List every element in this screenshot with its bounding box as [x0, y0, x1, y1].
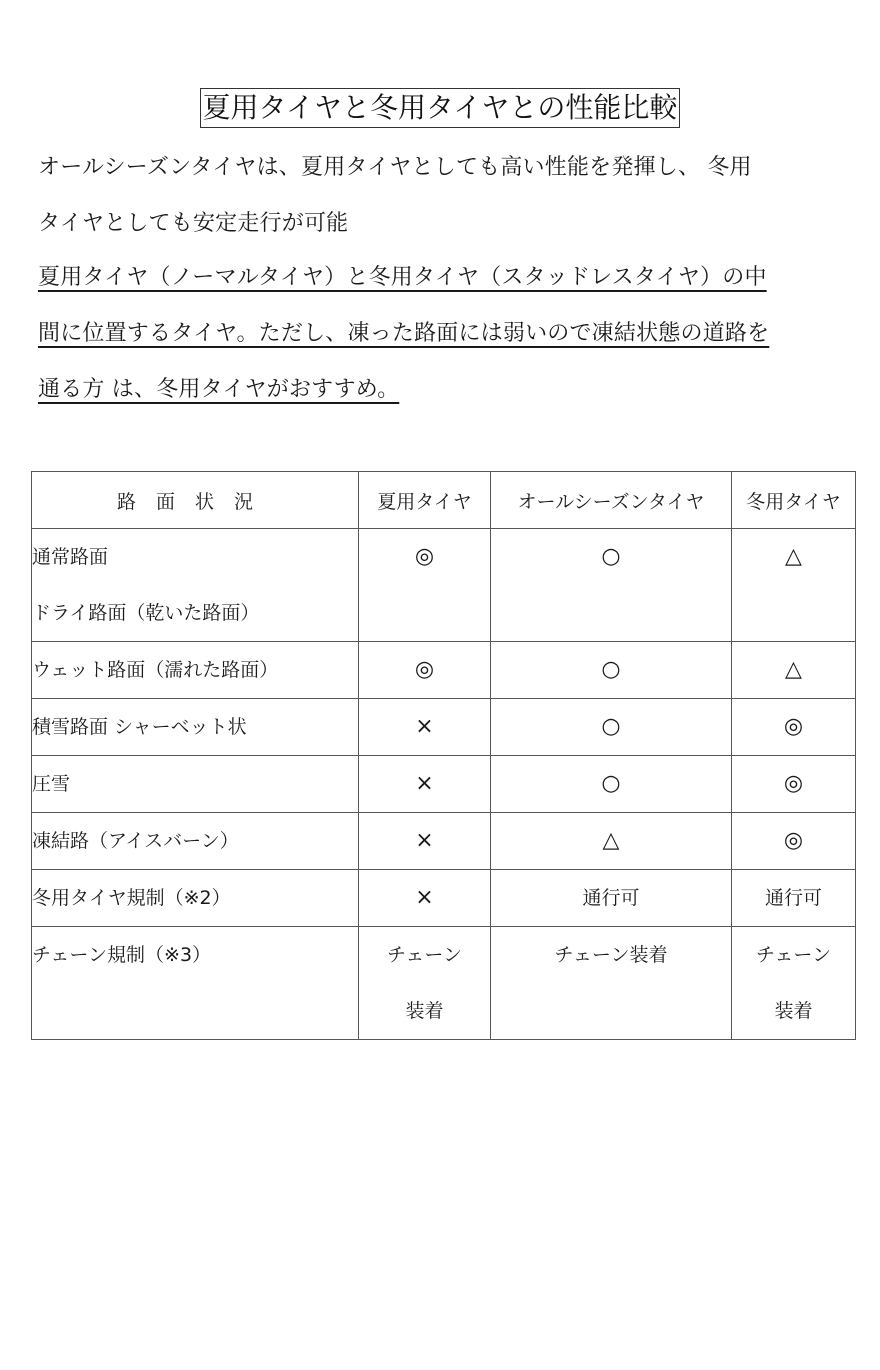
all-season-rating: ○ — [491, 756, 732, 813]
intro-line: オールシーズンタイヤは、夏用タイヤとしても高い性能を発揮し、 冬用 — [38, 155, 752, 180]
row-condition: チェーン規制（※3） — [32, 927, 359, 1040]
row-condition: ウェット路面（濡れた路面） — [32, 642, 359, 699]
table-row — [32, 699, 856, 756]
note-line: 間に位置するタイヤ。ただし、凍った路面には弱いので凍結状態の道路を — [38, 321, 770, 346]
comparison-table — [31, 471, 856, 1040]
table-row — [32, 756, 856, 813]
winter-rating: ◎ — [732, 756, 856, 813]
winter-rating: ◎ — [732, 699, 856, 756]
table-row — [32, 529, 856, 642]
header-winter-tire: 冬用タイヤ — [732, 472, 856, 529]
table-row — [32, 642, 856, 699]
summer-rating: × — [359, 756, 491, 813]
summer-rating: × — [359, 813, 491, 870]
summer-rating: × — [359, 699, 491, 756]
table-row — [32, 813, 856, 870]
row-condition: 積雪路面 シャーベット状 — [32, 699, 359, 756]
table-row — [32, 927, 856, 1040]
row-condition: 圧雪 — [32, 756, 359, 813]
header-road-condition: 路面状況 — [32, 472, 359, 529]
row-condition: 凍結路（アイスバーン） — [32, 813, 359, 870]
row-condition: 冬用タイヤ規制（※2） — [32, 870, 359, 927]
table-header-row — [32, 472, 856, 529]
table-row — [32, 870, 856, 927]
document-title: 夏用タイヤと冬用タイヤとの性能比較 — [200, 88, 681, 128]
winter-rating: チェーン 装着 — [732, 927, 856, 1040]
winter-rating: △ — [732, 529, 856, 642]
all-season-rating: ○ — [491, 642, 732, 699]
all-season-rating: ○ — [491, 699, 732, 756]
winter-rating: ◎ — [732, 813, 856, 870]
title-container — [0, 88, 880, 128]
header-all-season-tire: オールシーズンタイヤ — [491, 472, 732, 529]
note-line: 夏用タイヤ（ノーマルタイヤ）と冬用タイヤ（スタッドレスタイヤ）の中 — [38, 265, 767, 290]
summer-rating: × — [359, 870, 491, 927]
winter-rating: △ — [732, 642, 856, 699]
all-season-rating: 通行可 — [491, 870, 732, 927]
intro-paragraph — [38, 140, 850, 252]
summer-rating: ◎ — [359, 642, 491, 699]
all-season-rating: チェーン装着 — [491, 927, 732, 1040]
winter-rating: 通行可 — [732, 870, 856, 927]
all-season-rating: △ — [491, 813, 732, 870]
summer-rating: チェーン 装着 — [359, 927, 491, 1040]
note-line: 通る方 は、冬用タイヤがおすすめ。 — [38, 377, 400, 402]
intro-line: タイヤとしても安定走行が可能 — [38, 211, 349, 236]
all-season-rating: ○ — [491, 529, 732, 642]
header-summer-tire: 夏用タイヤ — [359, 472, 491, 529]
note-paragraph — [38, 250, 850, 418]
row-condition: 通常路面 ドライ路面（乾いた路面） — [32, 529, 359, 642]
summer-rating: ◎ — [359, 529, 491, 642]
